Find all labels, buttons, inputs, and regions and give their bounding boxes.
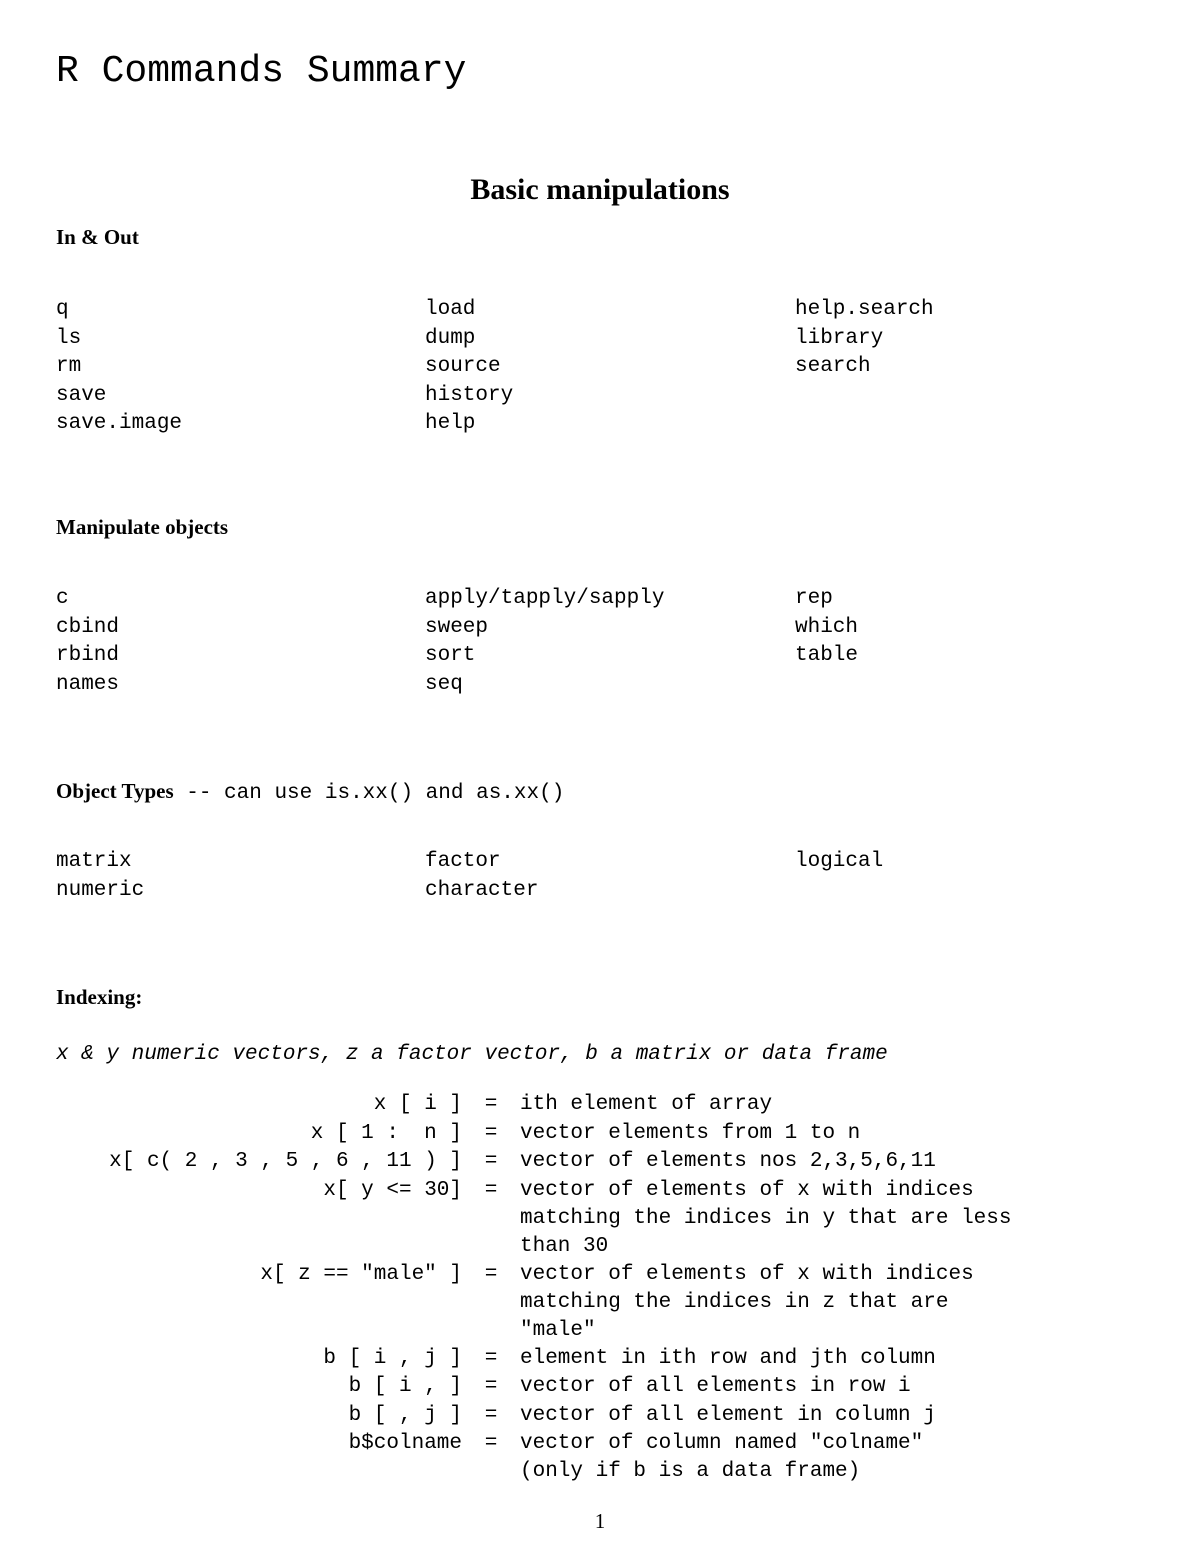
command-item: logical [795,850,884,873]
command-item: sweep [425,615,489,639]
command-item: apply/tapply/sapply [425,587,665,610]
page-number: 1 [594,1509,606,1533]
index-expression: x [ 1 : n ] [310,1121,462,1145]
object-types-column-1 [56,848,144,905]
equals-sign: = [484,1093,498,1116]
object-types-column-3 [795,848,883,877]
index-description: ith element of array [520,1093,773,1116]
command-item: history [425,383,514,407]
equals-sign: = [484,1375,498,1398]
command-item: table [795,644,859,667]
indexing-row [56,1261,1136,1345]
command-item: cbind [56,615,120,639]
command-item: save [56,383,107,407]
index-description: vector of elements nos 2,3,5,6,11 [520,1150,936,1173]
indexing-heading: Indexing: [56,985,143,1009]
indexing-row [56,1177,1136,1261]
in-out-column-2 [425,296,513,439]
command-item: help [425,412,476,435]
command-item: load [425,298,476,321]
command-item: numeric [56,878,145,902]
indexing-description: x & y numeric vectors, z a factor vector, b a matrix or data frame [56,1043,888,1066]
index-description: element in ith row and jth column [520,1346,936,1370]
object-types-column-2 [425,848,538,905]
index-description: vector of all elements in row i [520,1375,911,1398]
command-item: q [56,298,69,321]
command-item: rm [56,355,82,378]
command-item: rep [795,587,833,610]
indexing-row [56,1430,1136,1486]
manipulate-objects-heading: Manipulate objects [56,515,229,539]
command-item: seq [425,672,463,696]
command-item: source [425,355,501,378]
index-expression: b$colname [348,1432,462,1455]
indexing-row [56,1345,1136,1374]
command-item: character [425,878,539,902]
command-item: matrix [56,850,132,873]
indexing-row [56,1120,1136,1149]
indexing-table [56,1091,1136,1486]
document-title: R Commands Summary [56,50,467,93]
command-item: sort [425,644,476,667]
index-expression: b [ , j ] [348,1403,462,1427]
command-item: rbind [56,644,120,667]
object-types-note: -- can use is.xx() and as.xx() [173,782,565,805]
equals-sign: = [484,1178,498,1202]
command-item: factor [425,850,501,873]
in-out-column-1 [56,296,182,439]
index-description: vector of column named "colname" (only if b is a data frame) [520,1432,924,1483]
index-expression: b [ i , j ] [323,1346,462,1370]
equals-sign: = [484,1346,498,1370]
equals-sign: = [484,1403,498,1427]
object-types-heading [56,777,564,809]
indexing-row [56,1091,1136,1120]
index-expression: x[ y <= 30] [323,1178,462,1202]
manipulate-column-2 [425,585,664,699]
command-item: save.image [56,412,183,435]
in-out-heading: In & Out [56,225,139,249]
index-description: vector of all element in column j [520,1403,936,1427]
manipulate-column-1 [56,585,119,699]
equals-sign: = [484,1121,498,1145]
command-item: search [795,355,871,378]
command-item: c [56,587,69,610]
index-expression: x[ z == "male" ] [260,1262,462,1286]
command-item: library [795,326,884,350]
index-expression: x[ c( 2 , 3 , 5 , 6 , 11 ) ] [109,1150,462,1173]
equals-sign: = [484,1262,498,1286]
command-item: which [795,615,859,639]
command-item: ls [56,326,82,350]
command-item: dump [425,326,476,350]
equals-sign: = [484,1150,498,1173]
in-out-column-3 [795,296,934,382]
manipulate-column-3 [795,585,858,671]
section-title: Basic manipulations [470,173,730,206]
indexing-row [56,1148,1136,1177]
index-description: vector of elements of x with indices matching the indices in y that are less than 30 [520,1178,1012,1258]
index-description: vector elements from 1 to n [520,1121,861,1145]
index-expression: b [ i , ] [348,1375,462,1398]
command-item: help.search [795,298,934,321]
object-types-heading-label: Object Types [56,779,174,803]
index-description: vector of elements of x with indices matching the indices in z that are "male" [520,1262,974,1342]
index-expression: x [ i ] [373,1093,462,1116]
command-item: names [56,672,120,696]
indexing-row [56,1373,1136,1402]
equals-sign: = [484,1432,498,1455]
indexing-row [56,1402,1136,1431]
